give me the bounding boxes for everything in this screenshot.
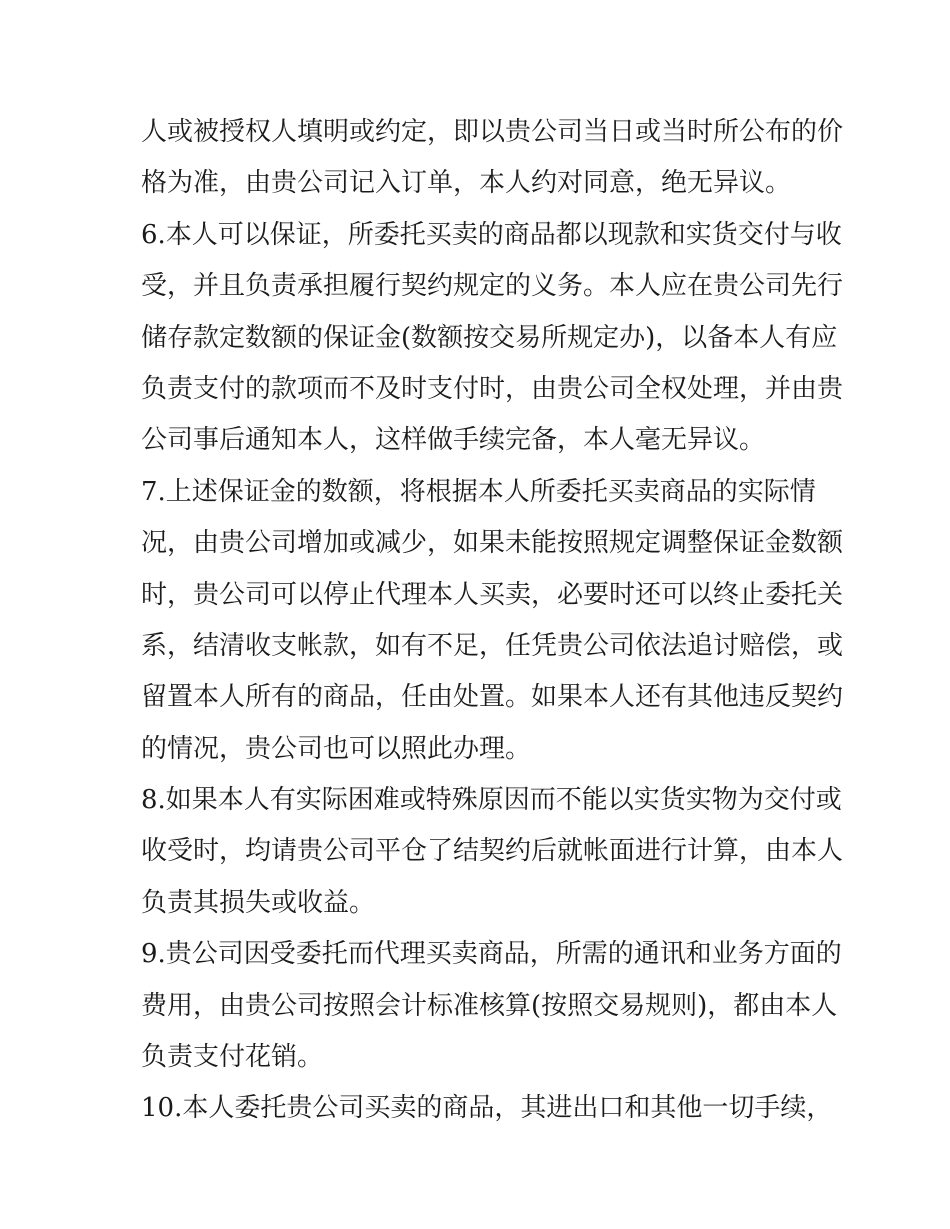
text-line: 10.本人委托贵公司买卖的商品，其进出口和其他一切手续， [141, 1093, 833, 1124]
text-line: 9.贵公司因受委托而代理买卖商品，所需的通讯和业务方面的 [141, 939, 842, 970]
text-line: 格为准，由贵公司记入订单，本人约对同意，绝无异议。 [141, 168, 792, 199]
text-line: 况，由贵公司增加或减少，如果未能按照规定调整保证金数额 [141, 528, 844, 559]
text-line: 留置本人所有的商品，任由处置。如果本人还有其他违反契约 [141, 682, 844, 713]
text-line: 时，贵公司可以停止代理本人买卖，必要时还可以终止委托关 [141, 579, 844, 610]
text-line: 收受时，均请贵公司平仓了结契约后就帐面进行计算，由本人 [141, 836, 844, 867]
text-line: 费用，由贵公司按照会计标准核算(按照交易规则)，都由本人 [141, 990, 838, 1021]
text-line: 负责支付花销。 [141, 1042, 324, 1073]
text-line: 的情况，贵公司也可以照此办理。 [141, 733, 532, 764]
text-line: 8.如果本人有实际困难或特殊原因而不能以实货实物为交付或 [141, 785, 842, 816]
text-line: 受，并且负责承担履行契约规定的义务。本人应在贵公司先行 [141, 271, 844, 302]
text-line: 7.上述保证金的数额，将根据本人所委托买卖商品的实际情 [141, 476, 816, 507]
text-line: 负责支付的款项而不及时支付时，由贵公司全权处理，并由贵 [141, 373, 844, 404]
document-body [141, 107, 844, 1135]
text-line: 人或被授权人填明或约定，即以贵公司当日或当时所公布的价 [141, 117, 844, 147]
text-line: 储存款定数额的保证金(数额按交易所规定办)，以备本人有应 [141, 322, 838, 353]
text-line: 系，结清收支帐款，如有不足，任凭贵公司依法追讨赔偿，或 [141, 630, 844, 661]
text-line: 公司事后通知本人，这样做手续完备，本人毫无异议。 [141, 425, 766, 456]
text-line: 负责其损失或收益。 [141, 887, 376, 918]
text-line: 6.本人可以保证，所委托买卖的商品都以现款和实货交付与收 [141, 219, 842, 250]
